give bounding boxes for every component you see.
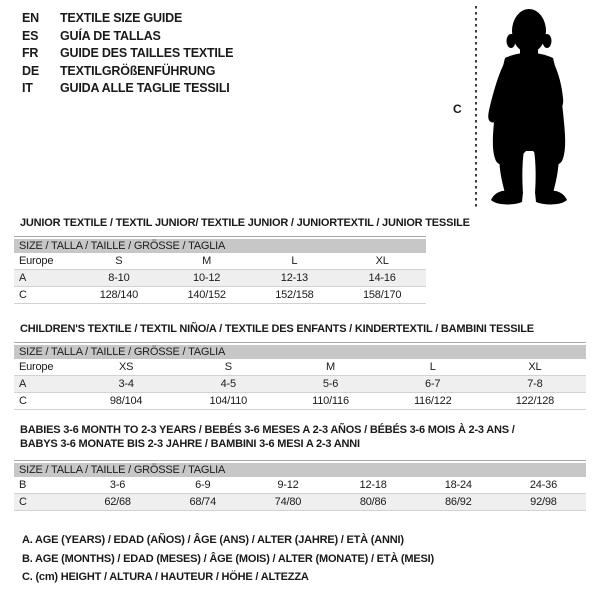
language-row-en <box>22 10 233 28</box>
table-cell: 6-9 <box>195 479 211 491</box>
section-title-junior: JUNIOR TEXTILE / TEXTIL JUNIOR/ TEXTILE JUNIOR / JUNIORTEXTIL / JUNIOR TESSILE <box>20 217 470 229</box>
section-title-babies-line2: BABYS 3-6 MONATE BIS 2-3 JAHRE / BAMBINI 3-6 MESI A 2-3 ANNI <box>20 438 360 450</box>
row-label: A <box>19 378 27 390</box>
footnote-a: A. AGE (YEARS) / EDAD (AÑOS) / ÂGE (ANS) / ALTER (JAHRE) / ETÀ (ANNI) <box>22 534 404 546</box>
language-code: EN <box>22 11 39 25</box>
table-cell: 110/116 <box>312 395 349 407</box>
table-row <box>14 270 426 287</box>
size-header-bar: SIZE / TALLA / TAILLE / GRÖSSE / TAGLIA <box>14 239 426 253</box>
table-cell: M <box>326 361 335 373</box>
language-title-list <box>22 10 233 98</box>
table-cell: 98/104 <box>109 395 143 407</box>
guide-title-it: GUIDA ALLE TAGLIE TESSILI <box>60 81 230 95</box>
table-row <box>14 494 586 511</box>
table-cell: 158/170 <box>362 289 402 301</box>
table-cell: 104/110 <box>209 395 248 407</box>
footnote-c: C. (cm) HEIGHT / ALTURA / HAUTEUR / HÖHE / ALTEZZA <box>22 571 309 583</box>
language-row-it <box>22 80 233 98</box>
guide-title-en: TEXTILE SIZE GUIDE <box>60 11 183 25</box>
table-cell: 10-12 <box>193 272 221 284</box>
height-measure-figure <box>445 0 600 210</box>
table-cell: 9-12 <box>277 479 299 491</box>
table-cell: 74/80 <box>274 496 302 508</box>
table-row <box>14 253 426 270</box>
table-cell: S <box>115 255 123 267</box>
table-cell: 92/98 <box>530 496 557 508</box>
table-cell: 6-7 <box>425 378 441 390</box>
table-cell: 18-24 <box>444 479 472 491</box>
table-cell: 140/152 <box>187 289 226 301</box>
table-cell: M <box>202 255 212 267</box>
footnote-legend <box>22 531 434 587</box>
size-table-babies <box>14 460 586 511</box>
section-title-babies <box>20 423 515 451</box>
language-code: DE <box>22 63 39 78</box>
table-cell: 122/128 <box>515 395 555 407</box>
size-table-junior <box>14 236 426 304</box>
row-label: C <box>19 395 27 407</box>
table-cell: 14-16 <box>368 272 396 284</box>
table-cell: 3-4 <box>118 378 134 390</box>
table-cell: 3-6 <box>109 479 126 491</box>
size-header-bar: SIZE / TALLA / TAILLE / GRÖSSE / TAGLIA <box>14 463 586 477</box>
guide-title-es: GUÍA DE TALLAS <box>60 28 161 43</box>
table-cell: 62/68 <box>104 496 131 508</box>
language-row-fr <box>22 45 233 63</box>
table-cell: 5-6 <box>322 378 339 390</box>
table-row <box>14 287 426 304</box>
table-cell: XL <box>528 361 542 373</box>
language-row-es <box>22 28 233 46</box>
table-cell: 116/122 <box>413 395 452 407</box>
row-label: A <box>19 272 27 284</box>
table-cell: 152/158 <box>275 289 314 301</box>
language-row-de <box>22 63 233 81</box>
table-cell: 68/74 <box>189 496 217 508</box>
section-title-babies-line1: BABIES 3-6 MONTH TO 2-3 YEARS / BEBÉS 3-6 MESES A 2-3 AÑOS / BÉBÉS 3-6 MOIS À 2-3 ANS / <box>20 424 515 436</box>
table-cell: 8-10 <box>108 272 130 284</box>
row-label: C <box>19 496 27 508</box>
table-cell: XL <box>375 255 389 267</box>
row-label: Europe <box>19 361 54 373</box>
table-row <box>14 477 586 494</box>
height-label: C <box>453 102 462 116</box>
table-cell: L <box>291 255 298 267</box>
table-row <box>14 359 586 376</box>
row-label: C <box>19 289 27 301</box>
guide-title-fr: GUIDE DES TAILLES TEXTILE <box>60 46 234 60</box>
table-row <box>14 376 586 393</box>
table-cell: 128/140 <box>99 289 139 301</box>
table-cell: 12-13 <box>280 272 308 284</box>
table-cell: 80/86 <box>359 496 387 508</box>
table-cell: XS <box>118 361 134 373</box>
language-code: IT <box>22 81 33 95</box>
footnote-b: B. AGE (MONTHS) / EDAD (MESES) / ÂGE (MOIS) / ALTER (MONATE) / ETÀ (MESI) <box>22 552 434 565</box>
table-cell: L <box>429 361 436 373</box>
table-cell: 86/92 <box>445 496 472 508</box>
table-cell: 7-8 <box>527 378 543 390</box>
language-code: ES <box>22 28 39 43</box>
table-cell: 4-5 <box>220 378 236 390</box>
size-table-children <box>14 342 586 410</box>
section-title-children: CHILDREN'S TEXTILE / TEXTIL NIÑO/A / TEXTILE DES ENFANTS / KINDERTEXTIL / BAMBINI TESSILE <box>20 323 534 335</box>
table-cell: 24-36 <box>529 479 558 491</box>
guide-title-de: TEXTILGRÖßENFÜHRUNG <box>60 63 216 78</box>
baby-silhouette <box>488 9 567 204</box>
row-label: B <box>19 479 27 491</box>
table-cell: 12-18 <box>359 479 387 491</box>
baby-silhouette-icon <box>445 0 600 210</box>
table-cell: S <box>224 361 232 373</box>
table-row <box>14 393 586 410</box>
language-code: FR <box>22 46 39 60</box>
size-header-bar: SIZE / TALLA / TAILLE / GRÖSSE / TAGLIA <box>14 345 586 359</box>
row-label: Europe <box>19 255 54 267</box>
